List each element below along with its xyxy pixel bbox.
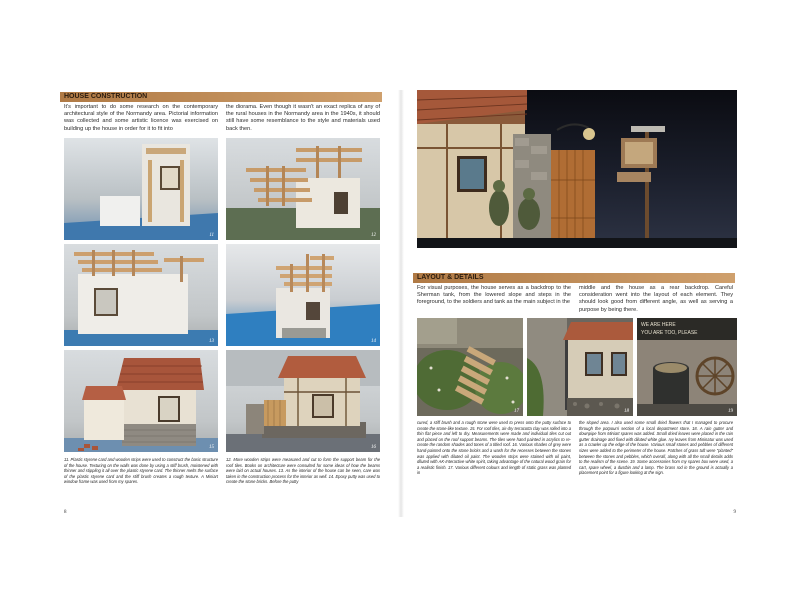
photo-11	[64, 138, 218, 240]
photo-number-17: 17	[514, 409, 519, 414]
photo-number-14: 14	[371, 339, 376, 344]
hero-photo-diorama	[417, 90, 737, 248]
photo-number-13: 13	[209, 339, 214, 344]
caption-col2-right	[579, 420, 733, 476]
right-page	[413, 90, 740, 517]
caption-text-photo-11: 11. Plastic styrene card and wooden strips were used to construct the basic structure of the house. Texturing on the walls was done by using a stiff brush, moistened with thinner and stippling it all over the plastic styrene card. The thinner melts the surface of the plastic styrene card and the stiff brush creates a rough texture. A Miniart window frame was used from my spares.	[64, 457, 218, 485]
caption-col1-right	[417, 420, 571, 476]
intro-text-col1-right: For visual purposes, the house serves as a backdrop to the Sherman tank, from the lowered slope and steps in the foreground, to the soldiers and tank as the main subject in the	[417, 285, 571, 306]
photo-number-19: 19	[728, 409, 733, 414]
sign-line-1: WE ARE HERE	[641, 322, 676, 328]
caption-col2	[226, 457, 380, 485]
caption-text-photos-12-14: 12. More wooden strips were measured and cut to form the support beam for the roof tiles. Books on architecture were consulted for some ideas of how the beams were laid on actual houses. 13. As the interior of the house can be seen, care was taken in the construction process for the interior as well. 14. Epoxy putty was used to create the stone bricks. Before the putty	[226, 457, 380, 485]
photo-number-16: 16	[371, 445, 376, 450]
caption-text-photos-17-19: the sloped area. I also used some small dried flowers that I managed to procure through the potpourri section of a local department store. 18. A rain gutter and downpipe from Miniart spares was added. Small dried leaves were placed in the rain gutter drainage and fixed with diluted white glue. Ivy leaves from Mininatur was used as a crawler up the edge of the house. Various small stones and pebbles of different sizes were added to the perimeter of the house. Patches of grass tuft were "planted" between the stones and pebbles, which overall, along with all the small details adds to the realism of the scene. 19. Some accessories from my spares box were used, a cart, spare wheel, a dustbin and a lamp. The brass rod in the ground is actually a placement point for a figure looking at the sign.	[579, 420, 733, 476]
photo-16	[226, 350, 380, 452]
photo-13	[64, 244, 218, 346]
photo-number-12: 12	[371, 233, 376, 238]
photo-14	[226, 244, 380, 346]
intro-text-col2-right: middle and the house as a rear backdrop. Careful consideration went into the layout of each element. They should look good from different angle, as well as serving a purpose by being there.	[579, 285, 733, 313]
intro-text-col1: It's important to do some research on the contemporary architectural style of the Normandy area. Pictorial information was collected and some artistic licence was exercised on building up the house in order for it to fit into	[64, 104, 218, 132]
photo-19	[637, 318, 737, 416]
photo-15	[64, 350, 218, 452]
intro-text-col2: the diorama. Even though it wasn't an exact replica of any of the rural houses in the Normandy area in the 1940s, it should still have some resemblance to the style and materials used back then.	[226, 104, 380, 132]
left-page	[60, 90, 387, 517]
photo-17	[417, 318, 523, 416]
caption-text-photos-14-17: cured, a stiff brush and a rough stone were used to press onto the putty surface to create the stone-like texture. 15. For roof tiles, air-dry terracotta clay was rolled into a thin flat piece and left to dry. Measurements were made and individual tiles cut out and placed on the roof support beams. The tiles were hand painted in acrylics to re-create the random shades and tones of a titled roof. 16. Various shades of grey were hand-painted onto the stone bricks and a wash for the recesses between the stones was applied with diluted oil paint. The wooden strips were stained with oil paint, diluted with AK-Interactive white spirit, taking advantage of the natural wood grain for a realistic finish. 17. Various different colours and length of static grass was planted in	[417, 420, 571, 476]
photo-number-15: 15	[209, 445, 214, 450]
photo-number-18: 18	[624, 409, 629, 414]
section-title-layout-details: LAYOUT & DETAILS	[413, 273, 735, 283]
photo-18	[527, 318, 633, 416]
caption-col1	[64, 457, 218, 485]
page-number-right: 9	[733, 510, 736, 515]
sign-line-2: YOU ARE TOO, PLEASE	[641, 330, 698, 336]
page-number-left: 8	[64, 510, 67, 515]
section-title-house-construction: HOUSE CONSTRUCTION	[60, 92, 382, 102]
book-spine	[398, 90, 404, 517]
photo-number-11: 11	[209, 233, 214, 238]
photo-12	[226, 138, 380, 240]
